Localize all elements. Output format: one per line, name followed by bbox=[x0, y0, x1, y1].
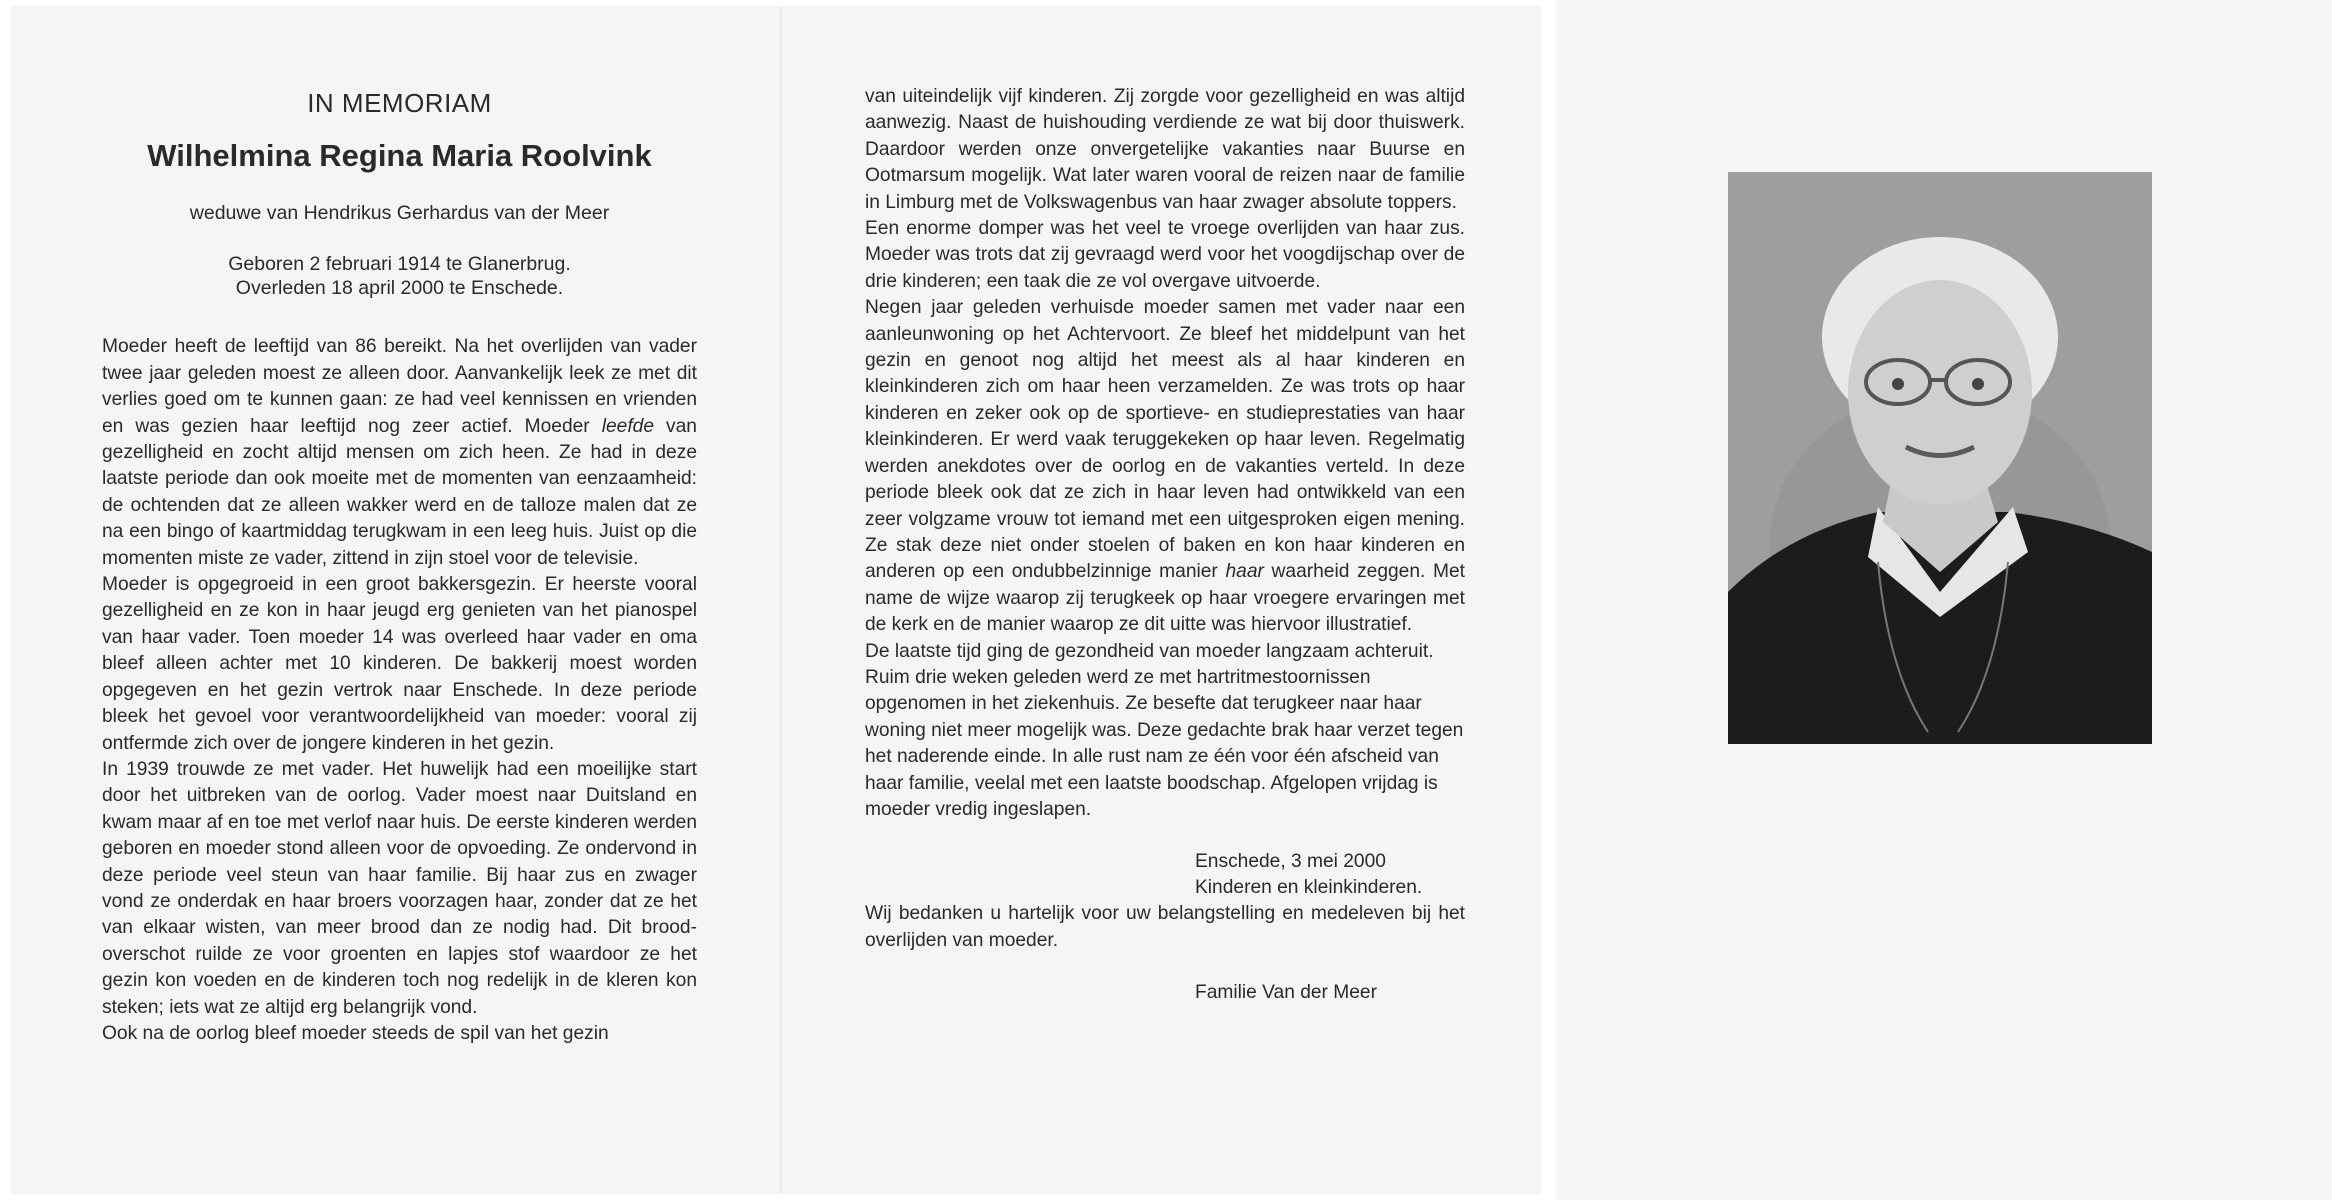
text-run: De laatste tijd ging de gezondheid van moeder langzaam achteruit. Ruim drie weken geleden werd ze met hartritmestoornissen opgenomen in het ziekenhuis. Ze besefte dat terugkeer naar haar woning niet meer mogelijk was. Deze gedachte brak haar verzet tegen het naderende einde. In alle rust nam ze één voor één afscheid van haar familie, veelal met een laatste boodschap. Afgelopen vrijdag is moeder vredig ingeslapen. bbox=[865, 640, 1464, 820]
died-line: Overleden 18 april 2000 te Enschede. bbox=[235, 277, 564, 300]
left-body-text bbox=[102, 334, 697, 1047]
left-panel bbox=[102, 6, 697, 1194]
text-run: waarheid zeggen. Met name de wijze waarop zij terugkeek op haar vroegere ervaringen met de kerk en de manier waarop ze dit uitte was hiervoor illustratief. bbox=[865, 561, 1465, 636]
emphasis-run: haar bbox=[1225, 561, 1264, 583]
widow-line: weduwe van Hendrikus Gerhardus van der Meer bbox=[189, 202, 610, 224]
signature-block bbox=[1195, 849, 1465, 901]
paragraph bbox=[102, 757, 697, 1021]
place-date: Enschede, 3 mei 2000 bbox=[1195, 851, 1386, 873]
paragraph bbox=[102, 572, 697, 757]
text-run: In 1939 trouwde ze met vader. Het huwelijk had een moeilijke start door het uitbreken van de oorlog. Vader moest naar Duitsland en kwam maar af en toe met verlof naar huis. De eerste kinderen werden geboren en moeder stond alleen voor de opvoeding. Ze ondervond in deze periode veel steun van haar familie. Bij haar zus en zwager vond ze onderdak en haar broers voorzagen haar, zonder dat ze het van elkaar wisten, van meer brood dan ze nodig had. Dit broodoverschot ruilde ze voor groenten en lapjes stof waardoor ze het gezin kon voeden en de kinderen toch nog redelijk in de kleren kon steken; iets wat ze altijd erg belangrijk vond. bbox=[102, 758, 697, 1018]
text-run: van uiteindelijk vijf kinderen. Zij zorgde voor gezelligheid en was altijd aanwezig. Naast de huishouding verdiende ze wat bij door thuiswerk. Daardoor werden onze onvergetelijke vakanties naar Buurse en Ootmarsum mogelijk. Wat later waren vooral de reizen naar de familie in Limburg met de Volkswagenbus van haar zwager absolute toppers. bbox=[865, 86, 1465, 213]
born-line: Geboren 2 februari 1914 te Glanerbrug. bbox=[228, 253, 571, 276]
paragraph bbox=[102, 334, 697, 572]
text-run: Moeder heeft de leeftijd van 86 bereikt. Na het overlijden van vader twee jaar geleden moest ze alleen door. Aanvankelijk leek ze met dit verlies goed om te kunnen gaan: ze had veel kennissen en vrienden en was gezien haar leeftijd nog zeer actief. Moeder bbox=[102, 336, 697, 437]
portrait-illustration bbox=[1728, 172, 2152, 744]
right-body-text bbox=[865, 84, 1465, 823]
card-fold bbox=[780, 6, 782, 1194]
text-run: Moeder is opgegroeid in een groot bakkersgezin. Er heerste vooral gezelligheid en ze kon in haar jeugd erg genieten van het pianospel van haar vader. Toen moeder 14 was overleed haar vader en oma bleef alleen achter met 10 kinderen. De bakkerij moest worden opgegeven en het gezin vertrok naar Enschede. In deze periode bleek het gevoel voor verantwoordelijkheid van moeder: vooral zij ontfermde zich over de jongere kinderen in het gezin. bbox=[102, 574, 697, 754]
paragraph bbox=[865, 295, 1465, 638]
life-dates bbox=[102, 252, 697, 300]
portrait-photo-icon bbox=[1728, 172, 2152, 744]
paragraph bbox=[865, 84, 1465, 216]
emphasis-run: leefde bbox=[601, 415, 655, 437]
text-run: Een enorme domper was het veel te vroege overlijden van haar zus. Moeder was trots dat zij gevraagd werd voor het voogdijschap over de drie kinderen; een taak die ze vol overgave uitvoerde. bbox=[865, 218, 1465, 292]
deceased-name: Wilhelmina Regina Maria Roolvink bbox=[147, 138, 652, 173]
signed-by: Kinderen en kleinkinderen. bbox=[1195, 877, 1423, 899]
heading: IN MEMORIAM bbox=[307, 88, 492, 118]
paragraph bbox=[102, 1021, 697, 1047]
photo-card bbox=[1556, 0, 2332, 1200]
thanks-text: Wij bedanken u hartelijk voor uw belangstelling en medeleven bij het overlijden van moeder. bbox=[865, 903, 1465, 951]
text-run: Negen jaar geleden verhuisde moeder samen met vader naar een aanleunwoning op het Achtervoort. Ze bleef het middelpunt van het gezin en genoot nog altijd het meest als al haar kinderen en kleinkinderen zich om haar heen verzamelden. Ze was trots op haar kinderen en zeker ook op de sportieve- en studieprestaties van haar kleinkinderen. Er werd vaak teruggekeken op haar leven. Regelmatig werden anekdotes over de oorlog en de vakanties verteld. In deze periode bleek ook dat ze zich in haar leven had ontwikkeld van een zeer volgzame vrouw tot iemand met een uitgesproken eigen mening. Ze stak deze niet onder stoelen of baken en kon haar kinderen en anderen op een ondubbelzinnige manier bbox=[865, 297, 1465, 583]
text-run: van gezelligheid en zocht altijd mensen om zich heen. Ze had in deze laatste periode dan ook moeite met de momenten van eenzaamheid: de ochtenden dat ze alleen wakker werd en de talloze malen dat ze na een bingo of kaartmiddag terugkwam in een leeg huis. Juist op die momenten miste ze vader, zittend in zijn stoel voor de televisie. bbox=[102, 415, 697, 569]
paragraph bbox=[865, 216, 1465, 295]
family-signature: Familie Van der Meer bbox=[1195, 982, 1377, 1004]
right-panel bbox=[865, 6, 1465, 1194]
paragraph bbox=[865, 639, 1465, 824]
text-run: Ook na de oorlog bleef moeder steeds de spil van het gezin bbox=[102, 1022, 609, 1044]
memorial-card-inside bbox=[10, 6, 1542, 1194]
